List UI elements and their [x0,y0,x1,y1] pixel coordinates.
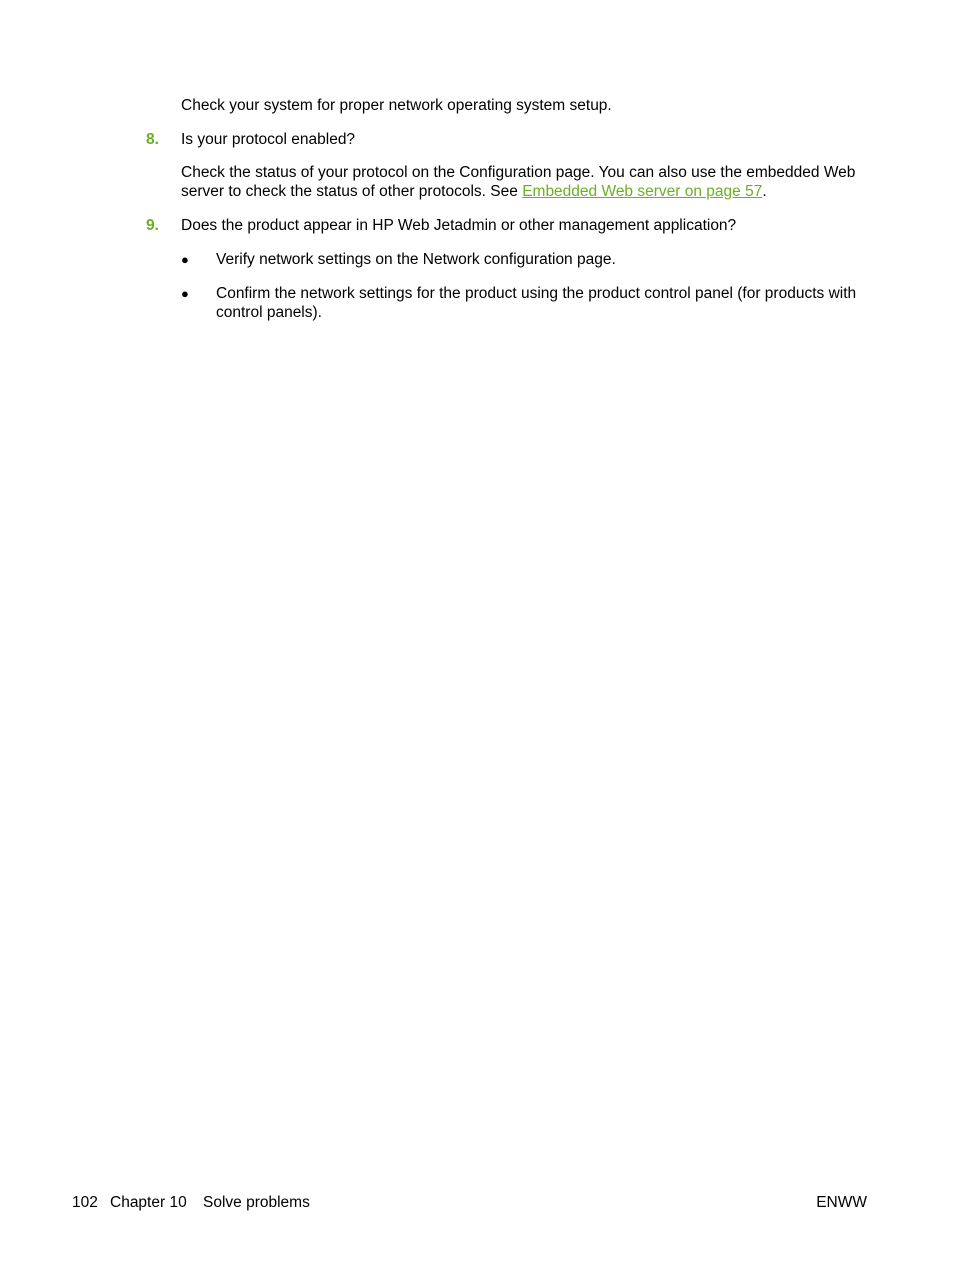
footer-chapter: Chapter 10 [110,1194,187,1211]
intro-paragraph: Check your system for proper network operating system setup. [181,97,612,114]
bullet-icon: ● [181,286,189,301]
step-8-detail-end: . [762,183,767,200]
bullet-icon: ● [181,252,189,267]
bullet-item-1: Verify network settings on the Network configuration page. [216,251,616,268]
step-9-question: Does the product appear in HP Web Jetadmin or other management application? [181,217,737,234]
bullet-item-2: Confirm the network settings for the product using the product control panel (for products with control panels). [216,285,857,321]
footer-locale-label: ENWW [816,1194,867,1211]
step-8-question: Is your protocol enabled? [181,131,356,148]
footer-section: Solve problems [203,1194,310,1211]
step-8-detail-text: Check the status of your protocol on the Configuration page. You can also use the embedded Web server to check the status of other protocols. See [181,164,856,200]
embedded-web-server-link[interactable]: Embedded Web server on page 57 [522,183,763,200]
step-8-number: 8. [146,131,159,148]
step-8-detail [181,163,871,201]
step-9-number: 9. [146,217,159,234]
footer-page-number: 102 [72,1194,98,1211]
